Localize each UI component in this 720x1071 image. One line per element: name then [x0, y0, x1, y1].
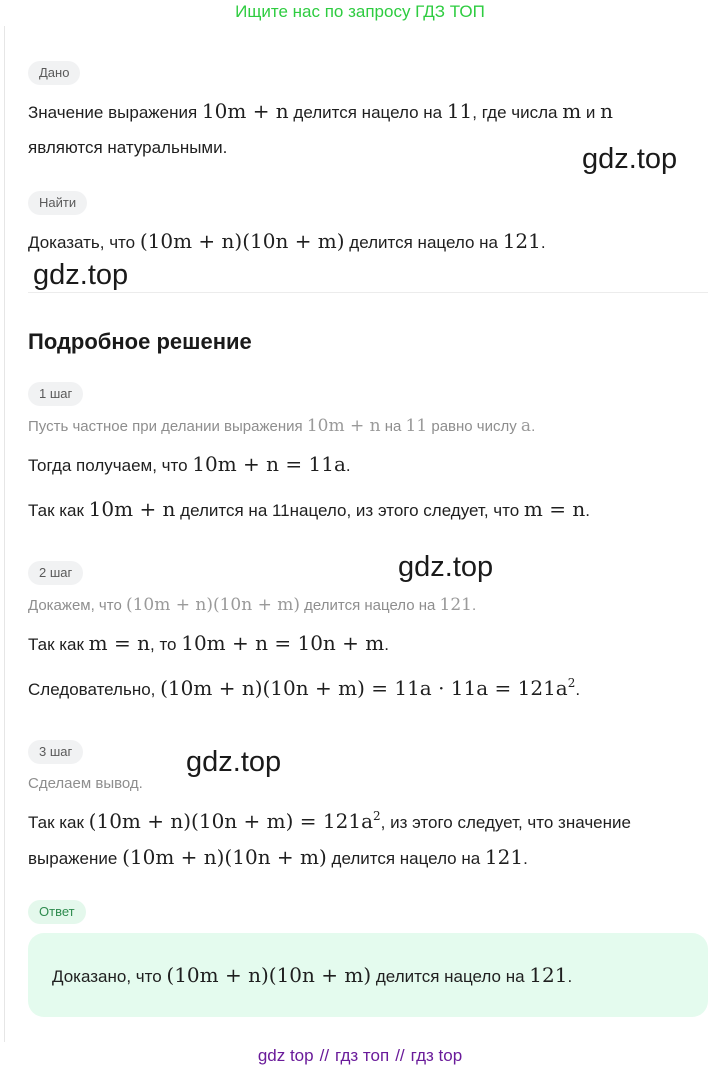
watermark-text: gdz.top	[582, 143, 678, 175]
step-1-muted-line	[28, 413, 535, 440]
text-segment: .	[523, 849, 528, 868]
text-segment: Значение выражения	[28, 103, 202, 122]
step-2-line-2	[28, 675, 580, 703]
text-segment: .	[575, 680, 581, 699]
text-segment: Докажем, что	[28, 597, 126, 614]
text-segment: Следовательно,	[28, 680, 161, 699]
math-expression: 10m + n = 11a	[192, 452, 346, 476]
footer-separator: //	[319, 1046, 330, 1065]
math-expression	[160, 676, 575, 700]
math-expression: 11	[405, 416, 428, 436]
text-segment: .	[384, 635, 389, 654]
footer-separator: //	[395, 1046, 405, 1065]
section-title: Подробное решение	[28, 329, 252, 354]
text-segment: на	[380, 418, 406, 435]
find-line	[28, 228, 546, 256]
text-segment: , то	[150, 635, 182, 654]
text-segment: делится нацело на	[326, 849, 485, 868]
math-expression: 10m + n	[88, 497, 176, 521]
step-1-tag: 1 шаг	[28, 382, 83, 406]
answer-line	[52, 962, 572, 990]
text-segment: Доказать, что	[28, 233, 140, 252]
math-expression	[89, 809, 381, 833]
text-segment: Пусть частное при делании выражения	[28, 418, 307, 435]
answer-box	[28, 933, 708, 1017]
top-banner: Ищите нас по запросу ГДЗ ТОП	[235, 2, 485, 21]
step-3-tag: 3 шаг	[28, 740, 83, 764]
math-expression: (10m + n)(10n + m)	[125, 595, 301, 615]
text-segment: , из этого следует, что значение	[380, 813, 631, 832]
text-segment: делится нацело на	[300, 597, 440, 614]
text-segment: Тогда получаем, что	[28, 456, 193, 475]
math-expression: 11	[446, 99, 473, 123]
math-expression: m	[562, 99, 582, 123]
math-exponent: 2	[373, 809, 381, 823]
math-expression: a	[520, 416, 532, 436]
math-expression: 121	[502, 229, 541, 253]
math-expression: (10m + n)(10n + m)	[122, 845, 327, 869]
given-line-2: являются натуральными.	[28, 138, 228, 157]
step-2-muted-line	[28, 592, 476, 619]
given-tag: Дано	[28, 61, 80, 85]
text-segment: Так как	[28, 635, 89, 654]
step-3-line-1	[28, 808, 631, 836]
text-segment: .	[540, 233, 546, 252]
math-expression: m = n	[523, 497, 586, 521]
text-segment: делится нацело на	[288, 103, 447, 122]
step-2-line-1	[28, 630, 389, 658]
step-3-line-2	[28, 844, 528, 872]
watermark-text: gdz.top	[33, 259, 129, 291]
step-1-line-2	[28, 496, 590, 524]
math-body: (10m + n)(10n + m) = 11a · 11a = 121a	[160, 676, 568, 700]
math-expression: 10m + n = 10n + m	[181, 631, 385, 655]
footer-link[interactable]: гдз top	[410, 1046, 463, 1065]
text-segment: делится на 11нацело, из этого следует, что	[175, 501, 524, 520]
text-segment: делится нацело на	[344, 233, 503, 252]
math-expression: (10m + n)(10n + m)	[166, 963, 372, 987]
text-segment: делится нацело на	[371, 967, 530, 986]
math-body: (10m + n)(10n + m) = 121a	[88, 809, 373, 833]
given-line-1	[28, 98, 613, 126]
step-3-muted-line: Сделаем вывод.	[28, 775, 143, 792]
math-expression: (10m + n)(10n + m)	[139, 229, 345, 253]
watermark-text: gdz.top	[186, 746, 282, 778]
section-divider	[28, 292, 708, 293]
step-1-line-1	[28, 451, 351, 479]
text-segment: .	[531, 418, 536, 435]
math-expression: 121	[484, 845, 524, 869]
text-segment: Доказано, что	[52, 967, 167, 986]
text-segment: .	[471, 597, 477, 614]
math-exponent: 2	[567, 676, 576, 690]
answer-tag: Ответ	[28, 900, 86, 924]
math-expression: 10m + n	[201, 99, 289, 123]
text-segment: и	[581, 103, 601, 122]
math-expression: m = n	[88, 631, 150, 655]
text-segment: Так как	[28, 813, 89, 832]
text-segment: Так как	[28, 501, 89, 520]
text-segment: .	[585, 501, 590, 520]
find-tag: Найти	[28, 191, 87, 215]
math-expression: n	[600, 99, 614, 123]
text-segment: равно числу	[427, 418, 521, 435]
math-expression: 10m + n	[306, 416, 381, 436]
left-border-line	[4, 26, 5, 1042]
text-segment: .	[345, 456, 351, 475]
watermark-text: gdz.top	[398, 551, 494, 583]
step-2-tag: 2 шаг	[28, 561, 83, 585]
text-segment: выражение	[28, 849, 123, 868]
math-expression: 121	[439, 595, 472, 615]
text-segment: , где числа	[472, 103, 563, 122]
footer-link[interactable]: гдз топ	[335, 1046, 390, 1065]
math-expression: 121	[529, 963, 568, 987]
footer-link[interactable]: gdz top	[257, 1046, 314, 1065]
footer-links	[0, 1044, 720, 1068]
text-segment: .	[567, 967, 573, 986]
